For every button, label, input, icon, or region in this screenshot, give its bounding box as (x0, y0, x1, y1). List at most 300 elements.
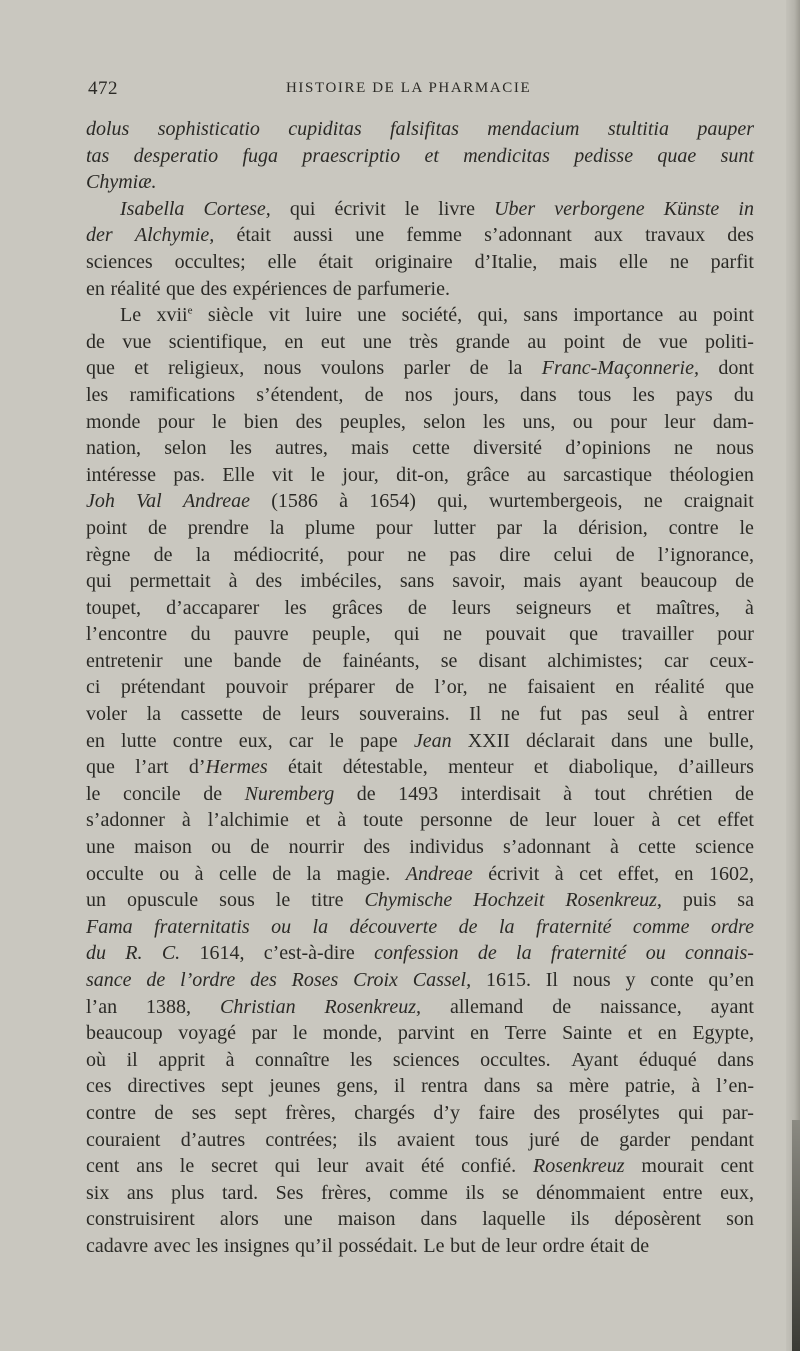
word (565, 435, 651, 462)
word (523, 568, 561, 595)
word-part: les (350, 1048, 373, 1071)
word (219, 887, 255, 914)
word-part: jours, (453, 383, 499, 406)
word-part: connais- (685, 942, 754, 965)
word (569, 754, 658, 781)
word (579, 568, 622, 595)
word-part: maison (337, 1208, 396, 1231)
word (303, 648, 322, 675)
word (183, 488, 250, 515)
word-part: cet (579, 862, 603, 885)
word-part: lutter (433, 516, 476, 539)
word-part: sunt (720, 144, 754, 167)
text-line (86, 302, 754, 329)
text-line-content (86, 1073, 754, 1100)
word-part: de (622, 330, 642, 353)
word-part: parler (403, 357, 451, 380)
word (86, 701, 127, 728)
word (627, 701, 659, 728)
word (268, 249, 297, 276)
word (323, 1020, 382, 1047)
word (657, 143, 696, 170)
text-line-content (86, 435, 754, 462)
word (329, 728, 343, 755)
word (125, 940, 142, 967)
word-part: disant (478, 649, 527, 672)
word-part: à (181, 809, 191, 832)
word-part: voler (86, 703, 128, 726)
word (523, 302, 557, 329)
word (86, 515, 127, 542)
word (110, 276, 160, 303)
word-part: Fama (86, 915, 133, 938)
word (122, 329, 151, 356)
word (395, 674, 414, 701)
word-part: des (200, 277, 228, 300)
word-part: pour (717, 623, 754, 646)
word (454, 382, 499, 409)
word-part: l’ignorance, (657, 543, 754, 566)
word-part: une (357, 304, 387, 327)
word (402, 302, 463, 329)
word (523, 409, 556, 436)
word-part: seul (627, 703, 660, 726)
text-line-content (86, 834, 754, 861)
word (455, 329, 509, 356)
word (400, 568, 434, 595)
word (638, 834, 676, 861)
word (306, 807, 320, 834)
word (398, 1020, 455, 1047)
word (136, 1153, 163, 1180)
word-part: plume (305, 516, 356, 539)
word (154, 914, 250, 941)
word (340, 409, 406, 436)
word (86, 595, 141, 622)
word (357, 781, 376, 808)
word (338, 1233, 417, 1260)
word-part: déclarait (526, 729, 595, 752)
word (86, 940, 106, 967)
word (716, 1073, 754, 1100)
word-part: Roses (291, 969, 339, 991)
word (470, 1020, 489, 1047)
word-part: car (288, 729, 314, 752)
word-part: fraternitatis (154, 915, 250, 938)
word (406, 861, 473, 888)
text-line (86, 515, 754, 542)
text-line (86, 1073, 754, 1100)
word (86, 169, 157, 196)
word (312, 621, 370, 648)
word-part: xvii (156, 304, 188, 327)
word-part: naissance, (600, 995, 682, 1018)
word-part: Le (120, 304, 142, 327)
word-part: fraternité (550, 942, 627, 965)
word-part: Chymiæ. (86, 171, 157, 194)
word (203, 781, 222, 808)
word-part: occultes; (174, 250, 246, 273)
word-part: pas. (173, 463, 206, 486)
word-part: faire (478, 1101, 516, 1124)
word-part: mère (568, 1075, 609, 1098)
word-part: 1602, (708, 862, 754, 885)
word (86, 116, 129, 143)
word-part: fraternité (535, 915, 612, 938)
word-part: dam- (712, 410, 754, 433)
word (466, 462, 509, 489)
word (726, 1206, 754, 1233)
word-part: bulle, (708, 729, 754, 752)
word-part: couraient (86, 1128, 161, 1151)
text-line-content (86, 515, 754, 542)
word (735, 568, 754, 595)
word-part: que (569, 623, 598, 646)
word-part: occulte (86, 862, 144, 885)
word (156, 302, 192, 329)
word-part: des (363, 836, 391, 859)
word (663, 1180, 703, 1207)
word-part: monde (86, 410, 141, 433)
word (86, 674, 100, 701)
word-part: elle (619, 250, 648, 273)
word-part: Rosenkreuz (533, 1155, 625, 1178)
word (235, 1100, 267, 1127)
word-part: les (86, 383, 109, 406)
word-part: imbéciles, (300, 570, 382, 593)
word (452, 568, 505, 595)
word-part: patrie, (624, 1075, 676, 1098)
word (293, 222, 333, 249)
word-part: Il (469, 703, 482, 726)
word (363, 329, 392, 356)
word (414, 728, 452, 755)
word-part: menteur (448, 756, 514, 779)
word-part: alors (219, 1208, 259, 1231)
word-part: C. (161, 942, 181, 965)
word-part: de (458, 915, 478, 938)
word-part: pouvait (485, 623, 546, 646)
word-part: originaire (374, 250, 453, 273)
word-part: falsifitas (390, 118, 459, 140)
word (350, 914, 438, 941)
word (615, 674, 634, 701)
word (664, 648, 688, 675)
word-part: la (498, 915, 515, 938)
word-part: juré (528, 1128, 560, 1151)
word-part: de (735, 782, 754, 805)
word-part: importance (573, 304, 664, 327)
word (311, 462, 325, 489)
word (501, 701, 520, 728)
word-part: Ses (275, 1181, 304, 1204)
word-part: le (179, 1155, 195, 1178)
word-part: et (305, 809, 321, 832)
word (659, 329, 688, 356)
word (633, 914, 690, 941)
text-line (86, 1020, 754, 1047)
word (86, 1206, 195, 1233)
word (220, 1206, 259, 1233)
word-part: avec (153, 1234, 191, 1257)
word-part: l’en- (716, 1075, 754, 1098)
word-part: cupiditas (288, 118, 362, 140)
word-part: de (364, 383, 384, 406)
word (229, 568, 238, 595)
word (685, 940, 754, 967)
word (711, 914, 754, 941)
word (236, 222, 270, 249)
word (722, 1100, 754, 1127)
text-line-content (120, 302, 754, 329)
word (208, 302, 254, 329)
word (222, 1180, 258, 1207)
word-part: 1388, (146, 995, 192, 1018)
word-part: théologien (669, 463, 754, 486)
word (127, 887, 198, 914)
word (543, 515, 557, 542)
word-part: Cassel, (412, 969, 472, 991)
word (86, 276, 105, 303)
word-part: le (310, 463, 325, 486)
word (390, 116, 459, 143)
superscript: e (187, 304, 193, 317)
word-part: à (678, 703, 688, 726)
word-part: tard. (222, 1181, 259, 1204)
text-line (86, 1047, 754, 1074)
text-line-content (86, 409, 754, 436)
word-part: confié. (461, 1155, 517, 1178)
word-part: se (440, 649, 458, 672)
word-part: occultes. (480, 1048, 551, 1071)
word (407, 542, 426, 569)
word (499, 914, 515, 941)
word-part: sciences (86, 250, 153, 273)
word (342, 648, 419, 675)
word-part: ordre (710, 915, 754, 938)
word-part: nous (716, 437, 754, 460)
word (618, 861, 659, 888)
word-part: travaux (645, 224, 706, 247)
word (484, 222, 572, 249)
text-line (86, 701, 754, 728)
word (678, 1100, 704, 1127)
word (123, 781, 181, 808)
word-part: sa (536, 1075, 554, 1098)
word (573, 302, 663, 329)
word-part: ou (271, 915, 292, 938)
word-part: une (283, 1208, 313, 1231)
word-part: de (86, 330, 105, 353)
word-part: mourait (641, 1155, 704, 1178)
word (134, 834, 192, 861)
word-part: sciences (392, 1048, 460, 1071)
word (166, 595, 259, 622)
word-part: mais (523, 570, 562, 593)
word (175, 249, 246, 276)
word (86, 1180, 109, 1207)
word-part: Jean (413, 729, 452, 752)
text-line (86, 382, 754, 409)
word-part: ils (570, 1208, 590, 1231)
text-line-content (86, 143, 754, 170)
text-line (86, 542, 754, 569)
word (506, 1233, 537, 1260)
word (188, 515, 249, 542)
word (296, 409, 323, 436)
word-part: plus (171, 1181, 205, 1204)
word-part: nous (572, 969, 611, 991)
word-part: cet (677, 809, 701, 832)
word (195, 861, 204, 888)
word-part: nos (404, 383, 433, 406)
word-part: le (329, 729, 344, 752)
word-part: s’étendent, (256, 383, 344, 406)
word-part: s’adonnant (502, 836, 591, 859)
word-part: en (615, 676, 635, 699)
text-line (86, 887, 754, 914)
word-part: grâces (331, 596, 383, 619)
word-part: s’adonnant (484, 224, 572, 247)
word (670, 249, 689, 276)
word-part: lutte (121, 729, 157, 752)
word (305, 515, 355, 542)
word (308, 674, 375, 701)
text-line-content (86, 276, 754, 303)
word (265, 1127, 337, 1154)
word-part: un (86, 889, 106, 912)
word-part: Künste (663, 197, 720, 220)
word (86, 249, 153, 276)
word-part: il (126, 1048, 138, 1071)
word (256, 568, 283, 595)
word-part: les (196, 1234, 219, 1257)
word-part: personne (420, 809, 493, 832)
word-part: sept (234, 1101, 267, 1124)
text-line-content (86, 595, 754, 622)
word-part: pas (581, 703, 608, 726)
text-line (86, 488, 754, 515)
word (301, 701, 340, 728)
word (486, 621, 546, 648)
word (594, 781, 625, 808)
word-part: religieux, (168, 357, 245, 380)
word (412, 435, 450, 462)
word (180, 967, 235, 994)
word-part: livre (438, 197, 475, 220)
word (578, 515, 647, 542)
word-part: ans (126, 1181, 154, 1204)
word (317, 1153, 348, 1180)
word (162, 940, 180, 967)
word-part: était (590, 1234, 625, 1257)
word-part: nation, (86, 437, 141, 460)
word (487, 116, 579, 143)
word (421, 1073, 468, 1100)
word (275, 1153, 301, 1180)
word (226, 1047, 235, 1074)
word (86, 1127, 160, 1154)
word-part: expériences (232, 277, 328, 300)
word (705, 329, 754, 356)
word-part: de (580, 1128, 599, 1151)
word-part: vue (122, 330, 152, 353)
word-part: voulons (320, 357, 385, 380)
word (212, 409, 226, 436)
word-part: laquelle (482, 1208, 546, 1231)
word (221, 1073, 253, 1100)
word (622, 621, 694, 648)
word (527, 329, 546, 356)
text-line-content (86, 861, 754, 888)
word-part: dans (483, 1075, 521, 1098)
word (526, 728, 595, 755)
word (148, 515, 167, 542)
word-part: bien (243, 410, 279, 433)
word (610, 834, 619, 861)
word (616, 542, 635, 569)
word-part: XXII (467, 729, 510, 752)
word (578, 382, 611, 409)
word (449, 542, 476, 569)
word (421, 1206, 458, 1233)
word (284, 595, 306, 622)
word-part: une (355, 224, 385, 247)
text-line-content (86, 728, 754, 755)
word (478, 940, 497, 967)
word (423, 409, 465, 436)
text-line (86, 674, 754, 701)
word-part: luire (305, 304, 342, 327)
word-part: sa (737, 889, 754, 912)
word-part: toupet, (86, 596, 141, 619)
word (86, 488, 115, 515)
word-part: Il (545, 969, 558, 991)
word-part: une (183, 649, 213, 672)
word (86, 143, 109, 170)
word-part: connaître (255, 1048, 330, 1071)
word-part: en (657, 1022, 677, 1045)
word-part: cadavre (86, 1234, 149, 1257)
word (565, 887, 661, 914)
word-part: R. (125, 942, 143, 965)
word-part: diabolique, (568, 756, 659, 779)
word (121, 674, 205, 701)
word (135, 754, 168, 781)
word (182, 807, 191, 834)
word (293, 1020, 307, 1047)
word-part: point (563, 330, 605, 353)
word (409, 834, 483, 861)
word (424, 143, 438, 170)
word-part: nourrir (288, 836, 345, 859)
word (211, 834, 231, 861)
word-part: gens, (336, 1075, 379, 1098)
word-part: de (262, 703, 282, 726)
word-part: se (501, 1181, 519, 1204)
word-part: les (482, 410, 506, 433)
word (677, 807, 700, 834)
word (600, 994, 682, 1021)
word (581, 701, 608, 728)
text-line (86, 249, 754, 276)
word-part: beaucoup (86, 1022, 163, 1045)
word-part: eux, (238, 729, 273, 752)
word-part: dans (420, 1208, 458, 1231)
word-part: en (86, 277, 105, 300)
word (147, 701, 161, 728)
word-part: sept (221, 1075, 254, 1098)
